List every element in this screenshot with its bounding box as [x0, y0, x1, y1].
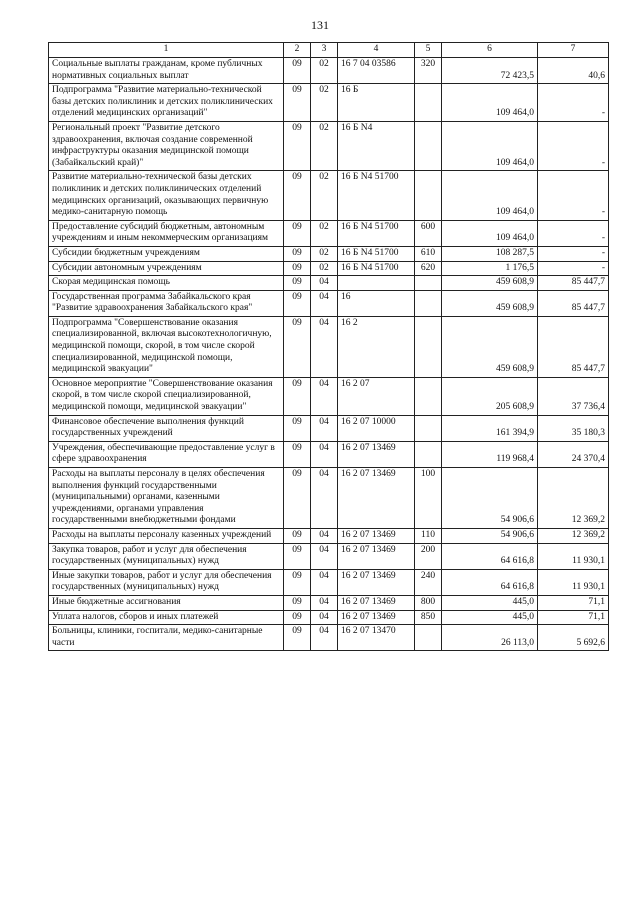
amount-secondary-cell: 71,1 [538, 610, 609, 625]
subsection-code-cell: 04 [311, 377, 338, 415]
subsection-code-cell: 04 [311, 316, 338, 377]
row-name-cell: Иные бюджетные ассигнования [49, 595, 284, 610]
subsection-code-cell: 04 [311, 610, 338, 625]
row-name-cell: Развитие материально-технической базы детских поликлиник и детских поликлинических отделений медицинских организаций, оказывающих первичную медико-санитарную помощь [49, 171, 284, 220]
amount-cell: 109 464,0 [442, 220, 538, 246]
expense-type-code-cell [415, 290, 442, 316]
row-name-cell: Уплата налогов, сборов и иных платежей [49, 610, 284, 625]
row-name-cell: Предоставление субсидий бюджетным, автономным учреждениям и иным некоммерческим организациям [49, 220, 284, 246]
section-code-cell: 09 [284, 468, 311, 529]
amount-secondary-cell: 5 692,6 [538, 625, 609, 651]
target-item-code-cell: 16 2 07 13469 [338, 441, 415, 467]
expense-type-code-cell: 200 [415, 543, 442, 569]
amount-cell: 161 394,9 [442, 415, 538, 441]
amount-secondary-cell: - [538, 84, 609, 122]
amount-cell: 72 423,5 [442, 58, 538, 84]
section-code-cell: 09 [284, 246, 311, 261]
table-row [49, 377, 609, 415]
section-code-cell: 09 [284, 528, 311, 543]
amount-cell: 108 287,5 [442, 246, 538, 261]
column-header: 4 [338, 43, 415, 58]
amount-secondary-cell: 85 447,7 [538, 316, 609, 377]
page-number: 131 [311, 18, 329, 32]
expense-type-code-cell: 610 [415, 246, 442, 261]
target-item-code-cell: 16 2 07 [338, 377, 415, 415]
column-header: 3 [311, 43, 338, 58]
table-row [49, 276, 609, 291]
target-item-code-cell: 16 2 07 13470 [338, 625, 415, 651]
column-header: 1 [49, 43, 284, 58]
expense-type-code-cell [415, 625, 442, 651]
amount-secondary-cell: 12 369,2 [538, 468, 609, 529]
subsection-code-cell: 02 [311, 58, 338, 84]
row-name-cell: Финансовое обеспечение выполнения функций государственных учреждений [49, 415, 284, 441]
amount-cell: 109 464,0 [442, 171, 538, 220]
row-name-cell: Расходы на выплаты персоналу казенных учреждений [49, 528, 284, 543]
subsection-code-cell: 02 [311, 261, 338, 276]
target-item-code-cell: 16 2 07 13469 [338, 528, 415, 543]
target-item-code-cell: 16 [338, 290, 415, 316]
expense-type-code-cell: 800 [415, 595, 442, 610]
expense-type-code-cell [415, 276, 442, 291]
target-item-code-cell: 16 2 [338, 316, 415, 377]
row-name-cell: Социальные выплаты гражданам, кроме публичных нормативных социальных выплат [49, 58, 284, 84]
amount-secondary-cell: - [538, 121, 609, 170]
table-row [49, 528, 609, 543]
subsection-code-cell: 04 [311, 528, 338, 543]
target-item-code-cell: 16 2 07 13469 [338, 595, 415, 610]
row-name-cell: Государственная программа Забайкальского края "Развитие здравоохранения Забайкальского края" [49, 290, 284, 316]
target-item-code-cell: 16 Б N4 51700 [338, 246, 415, 261]
table-row [49, 468, 609, 529]
table-body [49, 58, 609, 651]
table-row [49, 84, 609, 122]
amount-cell: 119 968,4 [442, 441, 538, 467]
amount-secondary-cell: 12 369,2 [538, 528, 609, 543]
target-item-code-cell: 16 Б N4 51700 [338, 261, 415, 276]
amount-cell: 445,0 [442, 610, 538, 625]
row-name-cell: Закупка товаров, работ и услуг для обеспечения государственных (муниципальных) нужд [49, 543, 284, 569]
section-code-cell: 09 [284, 276, 311, 291]
subsection-code-cell: 02 [311, 84, 338, 122]
subsection-code-cell: 02 [311, 171, 338, 220]
subsection-code-cell: 04 [311, 415, 338, 441]
amount-cell: 64 616,8 [442, 543, 538, 569]
subsection-code-cell: 02 [311, 246, 338, 261]
expense-type-code-cell [415, 84, 442, 122]
expense-type-code-cell: 320 [415, 58, 442, 84]
row-name-cell: Субсидии автономным учреждениям [49, 261, 284, 276]
section-code-cell: 09 [284, 595, 311, 610]
row-name-cell: Расходы на выплаты персоналу в целях обеспечения выполнения функций государственными (муниципальными) органами, казенными учреждениями, органами управления государственными внебюджетными фондами [49, 468, 284, 529]
target-item-code-cell: 16 2 07 13469 [338, 468, 415, 529]
subsection-code-cell: 04 [311, 290, 338, 316]
table-row [49, 543, 609, 569]
table-row [49, 610, 609, 625]
amount-secondary-cell: 24 370,4 [538, 441, 609, 467]
table-row [49, 316, 609, 377]
subsection-code-cell: 04 [311, 569, 338, 595]
amount-cell: 459 608,9 [442, 290, 538, 316]
amount-cell: 64 616,8 [442, 569, 538, 595]
amount-secondary-cell: - [538, 220, 609, 246]
subsection-code-cell: 02 [311, 220, 338, 246]
table-row [49, 261, 609, 276]
row-name-cell: Учреждения, обеспечивающие предоставление услуг в сфере здравоохранения [49, 441, 284, 467]
table-row [49, 595, 609, 610]
subsection-code-cell: 04 [311, 595, 338, 610]
section-code-cell: 09 [284, 569, 311, 595]
expense-type-code-cell: 100 [415, 468, 442, 529]
amount-secondary-cell: 35 180,3 [538, 415, 609, 441]
target-item-code-cell: 16 Б [338, 84, 415, 122]
row-name-cell: Региональный проект "Развитие детского здравоохранения, включая создание современной инфраструктуры оказания медицинской помощи (Забайкальский край)" [49, 121, 284, 170]
amount-secondary-cell: - [538, 171, 609, 220]
target-item-code-cell: 16 2 07 13469 [338, 569, 415, 595]
section-code-cell: 09 [284, 610, 311, 625]
expense-type-code-cell: 620 [415, 261, 442, 276]
subsection-code-cell: 02 [311, 121, 338, 170]
amount-cell: 1 176,5 [442, 261, 538, 276]
target-item-code-cell: 16 2 07 13469 [338, 543, 415, 569]
section-code-cell: 09 [284, 377, 311, 415]
expense-type-code-cell [415, 377, 442, 415]
amount-secondary-cell: 85 447,7 [538, 276, 609, 291]
amount-cell: 205 608,9 [442, 377, 538, 415]
row-name-cell: Подпрограмма "Развитие материально-технической базы детских поликлиник и детских поликлинических отделений медицинских организаций" [49, 84, 284, 122]
expense-type-code-cell: 850 [415, 610, 442, 625]
section-code-cell: 09 [284, 84, 311, 122]
table-row [49, 415, 609, 441]
section-code-cell: 09 [284, 290, 311, 316]
budget-table [48, 42, 609, 651]
amount-secondary-cell: 71,1 [538, 595, 609, 610]
section-code-cell: 09 [284, 415, 311, 441]
section-code-cell: 09 [284, 171, 311, 220]
amount-cell: 109 464,0 [442, 84, 538, 122]
amount-secondary-cell: 11 930,1 [538, 569, 609, 595]
table-row [49, 246, 609, 261]
amount-secondary-cell: 11 930,1 [538, 543, 609, 569]
amount-cell: 109 464,0 [442, 121, 538, 170]
column-header: 6 [442, 43, 538, 58]
target-item-code-cell: 16 Б N4 51700 [338, 171, 415, 220]
amount-secondary-cell: - [538, 246, 609, 261]
section-code-cell: 09 [284, 316, 311, 377]
row-name-cell: Субсидии бюджетным учреждениям [49, 246, 284, 261]
header-row [49, 43, 609, 58]
column-header: 7 [538, 43, 609, 58]
subsection-code-cell: 04 [311, 441, 338, 467]
table-row [49, 58, 609, 84]
target-item-code-cell: 16 7 04 03586 [338, 58, 415, 84]
amount-cell: 445,0 [442, 595, 538, 610]
amount-secondary-cell: 37 736,4 [538, 377, 609, 415]
row-name-cell: Скорая медицинская помощь [49, 276, 284, 291]
row-name-cell: Основное мероприятие "Совершенствование оказания скорой, в том числе скорой специализированной, медицинской помощи, медицинской эвакуации" [49, 377, 284, 415]
row-name-cell: Больницы, клиники, госпитали, медико-санитарные части [49, 625, 284, 651]
amount-cell: 26 113,0 [442, 625, 538, 651]
table-row [49, 220, 609, 246]
target-item-code-cell [338, 276, 415, 291]
section-code-cell: 09 [284, 543, 311, 569]
expense-type-code-cell [415, 121, 442, 170]
row-name-cell: Подпрограмма "Совершенствование оказания специализированной, включая высокотехнологичную, медицинской помощи, скорой, в том числе скорой специализированной, медицинской помощи, медицинской эвакуации" [49, 316, 284, 377]
column-header: 5 [415, 43, 442, 58]
row-name-cell: Иные закупки товаров, работ и услуг для обеспечения государственных (муниципальных) нужд [49, 569, 284, 595]
amount-cell: 54 906,6 [442, 528, 538, 543]
section-code-cell: 09 [284, 121, 311, 170]
amount-cell: 54 906,6 [442, 468, 538, 529]
table-row [49, 569, 609, 595]
amount-secondary-cell: - [538, 261, 609, 276]
subsection-code-cell: 04 [311, 276, 338, 291]
section-code-cell: 09 [284, 261, 311, 276]
amount-cell: 459 608,9 [442, 316, 538, 377]
subsection-code-cell: 04 [311, 468, 338, 529]
section-code-cell: 09 [284, 58, 311, 84]
expense-type-code-cell [415, 441, 442, 467]
column-header: 2 [284, 43, 311, 58]
target-item-code-cell: 16 2 07 13469 [338, 610, 415, 625]
table-row [49, 121, 609, 170]
section-code-cell: 09 [284, 625, 311, 651]
expense-type-code-cell [415, 316, 442, 377]
expense-type-code-cell: 600 [415, 220, 442, 246]
table-row [49, 625, 609, 651]
target-item-code-cell: 16 2 07 10000 [338, 415, 415, 441]
table-row [49, 441, 609, 467]
target-item-code-cell: 16 Б N4 [338, 121, 415, 170]
amount-secondary-cell: 85 447,7 [538, 290, 609, 316]
target-item-code-cell: 16 Б N4 51700 [338, 220, 415, 246]
table-row [49, 171, 609, 220]
table-row [49, 290, 609, 316]
expense-type-code-cell [415, 171, 442, 220]
amount-secondary-cell: 40,6 [538, 58, 609, 84]
subsection-code-cell: 04 [311, 625, 338, 651]
expense-type-code-cell: 240 [415, 569, 442, 595]
section-code-cell: 09 [284, 220, 311, 246]
subsection-code-cell: 04 [311, 543, 338, 569]
section-code-cell: 09 [284, 441, 311, 467]
amount-cell: 459 608,9 [442, 276, 538, 291]
expense-type-code-cell: 110 [415, 528, 442, 543]
expense-type-code-cell [415, 415, 442, 441]
